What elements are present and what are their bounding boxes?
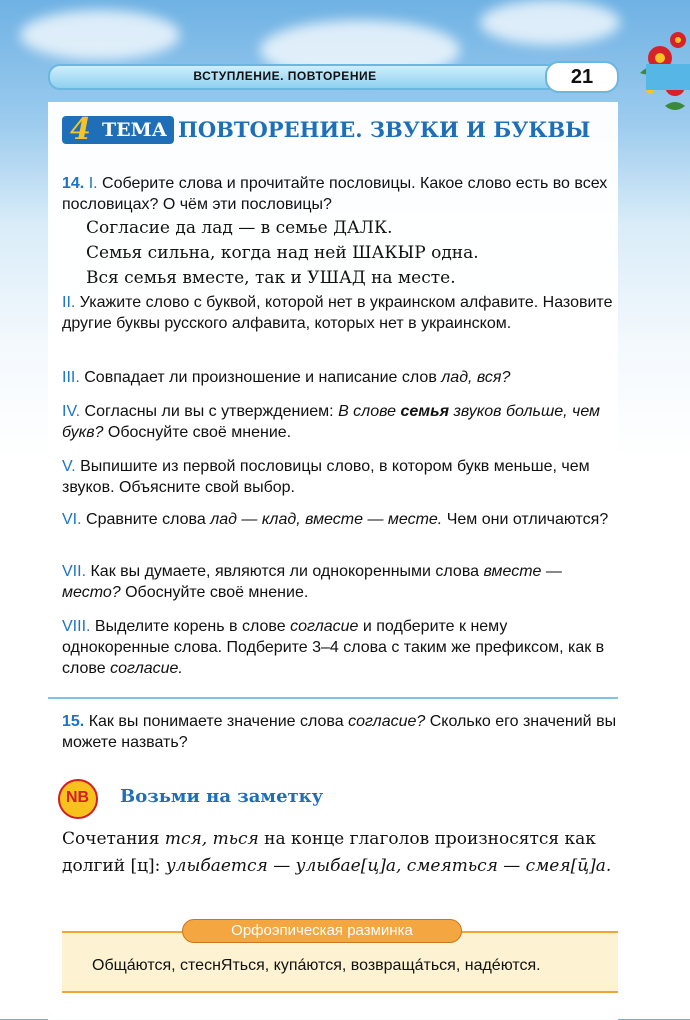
exercise-14-part-4 (62, 401, 617, 443)
exercise-number: 15. (62, 713, 85, 730)
warmup-words: Общáются, стеснЯться, купáются, возвращáться, надéются. (92, 957, 541, 974)
part-italic: лад, вся? (441, 369, 511, 386)
exercise-14-part-1 (62, 173, 617, 215)
exercise-14-part-3 (62, 367, 617, 388)
exercise-14-part-5 (62, 456, 617, 498)
part-number: II. (62, 294, 76, 311)
part-text: Соберите слова и прочитайте пословицы. Какое слово есть во всех пословицах? О чём эти пословицы? (62, 175, 608, 213)
part-text: Совпадает ли произношение и написание слов (84, 369, 437, 386)
part-italic: согласие. (110, 660, 183, 677)
proverb: Согласие да лад — в семье ДАЛК. (86, 218, 393, 238)
part-text: Чем они отличаются? (446, 511, 609, 528)
part-number: IV. (62, 403, 81, 420)
note-text: Сочетания (62, 829, 160, 849)
topic-number: 4 (70, 112, 91, 147)
part-italic: лад — клад, вместе — месте. (210, 511, 443, 528)
note-title: Возьми на заметку (120, 786, 324, 807)
part-number: I. (88, 175, 98, 192)
part-text: Выделите корень в слове (94, 618, 286, 635)
cloud-decoration (20, 10, 180, 60)
part-number: III. (62, 369, 80, 386)
part-number: VI. (62, 511, 82, 528)
part-bold: семья (400, 403, 450, 420)
part-italic: вместе — место? (62, 563, 562, 601)
section-divider (48, 697, 618, 699)
part-italic: В слове (338, 403, 396, 420)
part-text: Сравните слова (86, 511, 206, 528)
page-number: 21 (545, 61, 619, 93)
warmup-label: Орфоэпическая разминка (182, 919, 462, 943)
part-text: Обоснуйте своё мнение. (107, 424, 292, 441)
proverbs-list (86, 216, 479, 291)
topic-title: ПОВТОРЕНИЕ. ЗВУКИ И БУКВЫ (178, 117, 591, 142)
topic-label: ТЕМА (102, 119, 168, 141)
topic-badge (62, 112, 174, 147)
nota-bene-icon (58, 779, 98, 819)
header-bar (48, 64, 612, 90)
cloud-decoration (480, 0, 620, 45)
part-text: и подберите к нему однокоренные слова. Подберите 3–4 слова с таким же префиксом, как в слове (62, 618, 605, 677)
part-text: Выпишите из первой пословицы слово, в котором букв меньше, чем звуков. Объясните свой выбор. (62, 458, 590, 496)
exercise-14-part-8 (62, 616, 617, 679)
exercise-number: 14. (62, 175, 85, 192)
part-text: Как вы думаете, являются ли однокоренными слова (90, 563, 480, 580)
note-text: на конце глаголов произносятся как долгий [ц]: (62, 829, 596, 876)
exercise-text: Как вы понимаете значение слова (88, 713, 344, 730)
exercise-15 (62, 711, 617, 753)
part-italic: согласие (290, 618, 359, 635)
part-text: Обоснуйте своё мнение. (125, 584, 309, 601)
header-title: ВСТУПЛЕНИЕ. ПОВТОРЕНИЕ (193, 69, 377, 83)
part-text: Согласны ли вы с утверждением: (84, 403, 334, 420)
proverb: Семья сильна, когда над ней ШАКЫР одна. (86, 243, 479, 263)
exercise-14-part-7 (62, 561, 617, 603)
exercise-text: Сколько его значений вы можете назвать? (62, 713, 617, 751)
part-number: V. (62, 458, 76, 475)
nota-bene-label: NB (66, 789, 90, 806)
part-italic: звуков больше, чем букв? (62, 403, 600, 441)
chapter-side-tab (646, 64, 690, 90)
exercise-14-part-2 (62, 292, 617, 334)
note-example: улыбается — улыбае[ц]а, смеяться — смея[ц̄]а. (165, 856, 612, 876)
part-number: VII. (62, 563, 87, 580)
note-body (62, 826, 612, 880)
exercise-italic: согласие? (348, 713, 426, 730)
proverb: Вся семья вместе, так и УШАД на месте. (86, 268, 456, 288)
part-text: Укажите слово с буквой, которой нет в украинском алфавите. Назовите другие буквы русского алфавита, которых нет в украинском. (62, 294, 613, 332)
note-italic: тся, ться (164, 829, 259, 849)
part-number: VIII. (62, 618, 91, 635)
exercise-14-part-6 (62, 509, 617, 530)
